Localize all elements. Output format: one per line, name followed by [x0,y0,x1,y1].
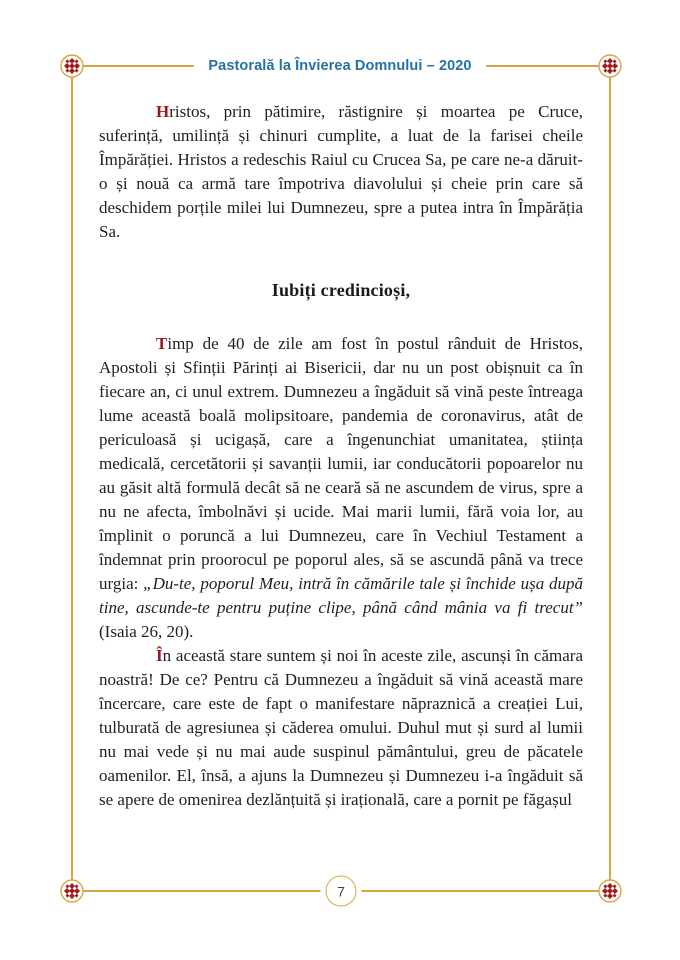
page-footer [326,876,357,907]
page-title: Pastorală la Învierea Domnului – 2020 [194,57,485,75]
cross-crosslet-icon [58,52,86,80]
page-header [0,58,680,84]
cross-crosslet-icon [596,52,624,80]
frame-rule-left [71,66,72,891]
paragraph [99,644,583,812]
section-heading: Iubiți credincioși, [271,280,411,300]
body-text [99,100,583,812]
frame-rule-right [609,66,610,891]
page-number-badge [326,876,357,907]
drop-initial: T [156,334,168,353]
frame-rule-top [72,65,610,66]
drop-initial: Î [156,646,163,665]
paragraph [99,100,583,244]
scripture-reference: (Isaia 26, 20). [99,622,194,641]
paragraph-text: ristos, prin pătimire, răstignire și moartea pe Cruce, suferință, umilință și chinuri cumplite, a luat de la farisei cheile Împărăției. Hristos a redeschis Raiul cu Crucea Sa, pe care ne-a dăruit-o și nouă ca armă tare împotriva diavolului și cheie prin care să deschidem porțile milei lui Dumnezeu, spre a putea intra în Împărăția Sa. [99,102,583,241]
cross-crosslet-icon [58,877,86,905]
scripture-quote: „Du-te, poporul Meu, intră în cămările tale și închide ușa după tine, ascunde-te pentru puține clipe, până când mânia va fi trecut” [99,574,583,617]
cross-crosslet-icon [596,877,624,905]
paragraph-text: imp de 40 de zile am fost în postul rânduit de Hristos, Apostoli și Sfinții Părinți ai Bisericii, dar nu un post obișnuit ca în fiecare an, ci unul extrem. Dumnezeu a îngăduit să vină peste întreaga lume această boală molipsitoare, pandemia de coronavirus, atât de periculoasă și ucigașă, care a îngenunchiat umanitatea, știința medicală, cercetătorii și savanții lumii, iar conducătorii popoarelor nu au găsit altă formulă decât să ne ceară să ne ascundem de virus, spre a nu ne afecta, îmbolnăvi și ucide. Mai marii lumii, fără voia lor, au împlinit o poruncă a lui Dumnezeu, care în Vechiul Testament a îndemnat prin proorocul pe poporul ales, să se ascundă până va trece urgia: [99,334,583,593]
page-number: 7 [337,883,345,899]
paragraph-text: n această stare suntem și noi în aceste zile, ascunși în cămara noastră! De ce? Pentru că Dumnezeu a îngăduit să vină această mare încercare, care este de fapt o manifestare năpraznică a creației Lui, tulburată de agresiunea și căderea omului. Duhul mut și surd al lumii nu mai vede și nu mai aude suspinul pământului, greu de păcatele oamenilor. El, însă, a ajuns la Dumnezeu și Dumnezeu i-a îngăduit să se apere de omenirea dezlănțuită și irațională, care a pornit pe făgașul [99,646,583,809]
paragraph [99,332,583,644]
drop-initial: H [156,102,170,121]
